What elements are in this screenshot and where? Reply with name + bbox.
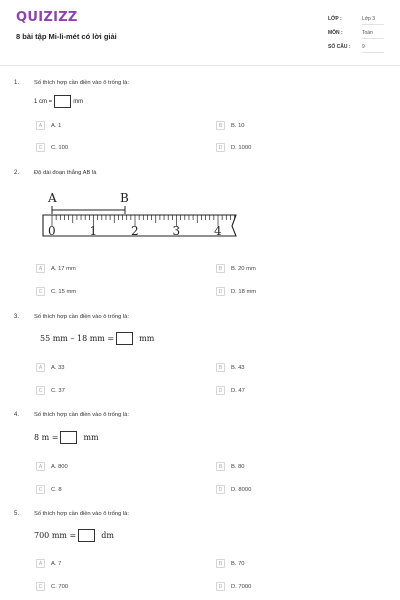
meta-value-count: 9	[362, 44, 384, 53]
option-text: A. 7	[51, 560, 62, 567]
option-c[interactable]	[36, 485, 62, 494]
option-text: D. 47	[231, 387, 245, 394]
option-a[interactable]	[36, 559, 61, 568]
expression-left: 8 m =	[34, 433, 59, 442]
meta-value-subject: Toán	[362, 30, 384, 39]
option-d[interactable]	[216, 143, 251, 152]
question-text: Số thích hợp cần điền vào ô trống là:	[34, 80, 130, 86]
option-letter-box: B	[216, 264, 225, 273]
option-b[interactable]	[216, 559, 245, 568]
option-d[interactable]	[216, 582, 251, 591]
answer-blank-box[interactable]	[54, 95, 71, 108]
option-text: C. 8	[51, 486, 62, 493]
question-text: Số thích hợp cần điền vào ô trống là:	[34, 511, 130, 517]
answer-blank-box[interactable]	[60, 431, 77, 444]
option-text: D. 7000	[231, 583, 252, 590]
option-c[interactable]	[36, 143, 68, 152]
option-text: B. 10	[231, 122, 245, 129]
option-d[interactable]	[216, 485, 251, 494]
meta-label-count: SỐ CÂU :	[328, 44, 351, 50]
option-a[interactable]	[36, 363, 65, 372]
option-c[interactable]	[36, 287, 76, 296]
option-text: B. 43	[231, 364, 245, 371]
question-1	[14, 80, 386, 160]
expression-unit: mm	[73, 98, 84, 105]
option-c[interactable]	[36, 582, 68, 591]
option-letter-box: D	[216, 143, 225, 152]
expression-unit: mm	[139, 334, 155, 343]
option-b[interactable]	[216, 462, 245, 471]
question-text: Số thích hợp cần điền vào ô trống là:	[34, 412, 130, 418]
option-text: D. 1000	[231, 144, 252, 151]
meta-label-class: LỚP :	[328, 16, 342, 22]
question-4	[14, 412, 386, 492]
question-number: 4.	[14, 412, 20, 418]
expression-left: 1 cm =	[34, 98, 53, 105]
option-c[interactable]	[36, 386, 65, 395]
option-text: C. 15 mm	[51, 288, 77, 295]
option-d[interactable]	[216, 386, 245, 395]
question-text: Số thích hợp cần điền vào ô trống là:	[34, 314, 130, 320]
option-text: C. 100	[51, 144, 69, 151]
option-letter-box: A	[36, 462, 45, 471]
question-expression	[34, 431, 99, 444]
worksheet-header	[0, 0, 400, 66]
option-letter-box: D	[216, 582, 225, 591]
option-text: B. 80	[231, 463, 245, 470]
question-expression	[34, 95, 83, 108]
option-b[interactable]	[216, 363, 245, 372]
question-number: 1.	[14, 80, 20, 86]
question-expression	[40, 332, 154, 345]
option-letter-box: B	[216, 121, 225, 130]
meta-label-subject: MÔN :	[328, 30, 343, 36]
option-letter-box: C	[36, 485, 45, 494]
option-text: C. 700	[51, 583, 69, 590]
option-b[interactable]	[216, 264, 256, 273]
option-letter-box: A	[36, 121, 45, 130]
option-a[interactable]	[36, 121, 61, 130]
ruler-number-label: 0	[48, 224, 56, 238]
point-b-label: B	[120, 191, 129, 205]
option-text: A. 800	[51, 463, 68, 470]
option-a[interactable]	[36, 264, 76, 273]
question-3	[14, 314, 386, 394]
ruler-number-label: 3	[172, 224, 181, 238]
option-letter-box: A	[36, 264, 45, 273]
option-letter-box: B	[216, 363, 225, 372]
option-letter-box: D	[216, 386, 225, 395]
question-text: Độ dài đoạn thẳng AB là	[34, 170, 97, 176]
question-5	[14, 511, 386, 596]
expression-left: 55 mm – 18 mm =	[40, 334, 115, 343]
answer-blank-box[interactable]	[78, 529, 95, 542]
option-letter-box: A	[36, 559, 45, 568]
option-text: C. 37	[51, 387, 65, 394]
worksheet-title: 8 bài tập Mi-li-mét có lời giải	[16, 32, 117, 41]
option-text: B. 70	[231, 560, 245, 567]
option-letter-box: B	[216, 462, 225, 471]
meta-row-count	[328, 42, 384, 56]
ruler-number-label: 1	[89, 224, 98, 238]
option-letter-box: C	[36, 287, 45, 296]
point-a-label: A	[48, 191, 57, 205]
worksheet-meta	[328, 14, 384, 56]
expression-unit: mm	[83, 433, 99, 442]
question-number: 2.	[14, 170, 20, 176]
meta-row-class	[328, 14, 384, 28]
ruler-number-label: 4	[214, 224, 222, 238]
option-text: A. 1	[51, 122, 62, 129]
option-text: A. 33	[51, 364, 65, 371]
ruler-figure	[24, 188, 244, 250]
meta-value-class: Lớp 3	[362, 16, 384, 25]
ruler-number-label: 2	[131, 224, 139, 238]
option-text: D. 18 mm	[231, 288, 257, 295]
option-letter-box: C	[36, 386, 45, 395]
option-text: D. 8000	[231, 486, 252, 493]
ruler-svg	[24, 188, 244, 250]
answer-blank-box[interactable]	[116, 332, 133, 345]
expression-left: 700 mm =	[34, 531, 77, 540]
option-text: A. 17 mm	[51, 265, 76, 272]
question-number: 5.	[14, 511, 20, 517]
option-letter-box: D	[216, 287, 225, 296]
question-number: 3.	[14, 314, 20, 320]
option-letter-box: D	[216, 485, 225, 494]
option-a[interactable]	[36, 462, 68, 471]
question-expression	[34, 529, 114, 542]
option-text: B. 20 mm	[231, 265, 256, 272]
option-b[interactable]	[216, 121, 245, 130]
option-letter-box: A	[36, 363, 45, 372]
option-letter-box: C	[36, 582, 45, 591]
quizizz-logo[interactable]: QUIZIZZ	[16, 10, 78, 25]
option-letter-box: C	[36, 143, 45, 152]
expression-unit: dm	[101, 531, 114, 540]
meta-row-subject	[328, 28, 384, 42]
option-letter-box: B	[216, 559, 225, 568]
option-d[interactable]	[216, 287, 256, 296]
